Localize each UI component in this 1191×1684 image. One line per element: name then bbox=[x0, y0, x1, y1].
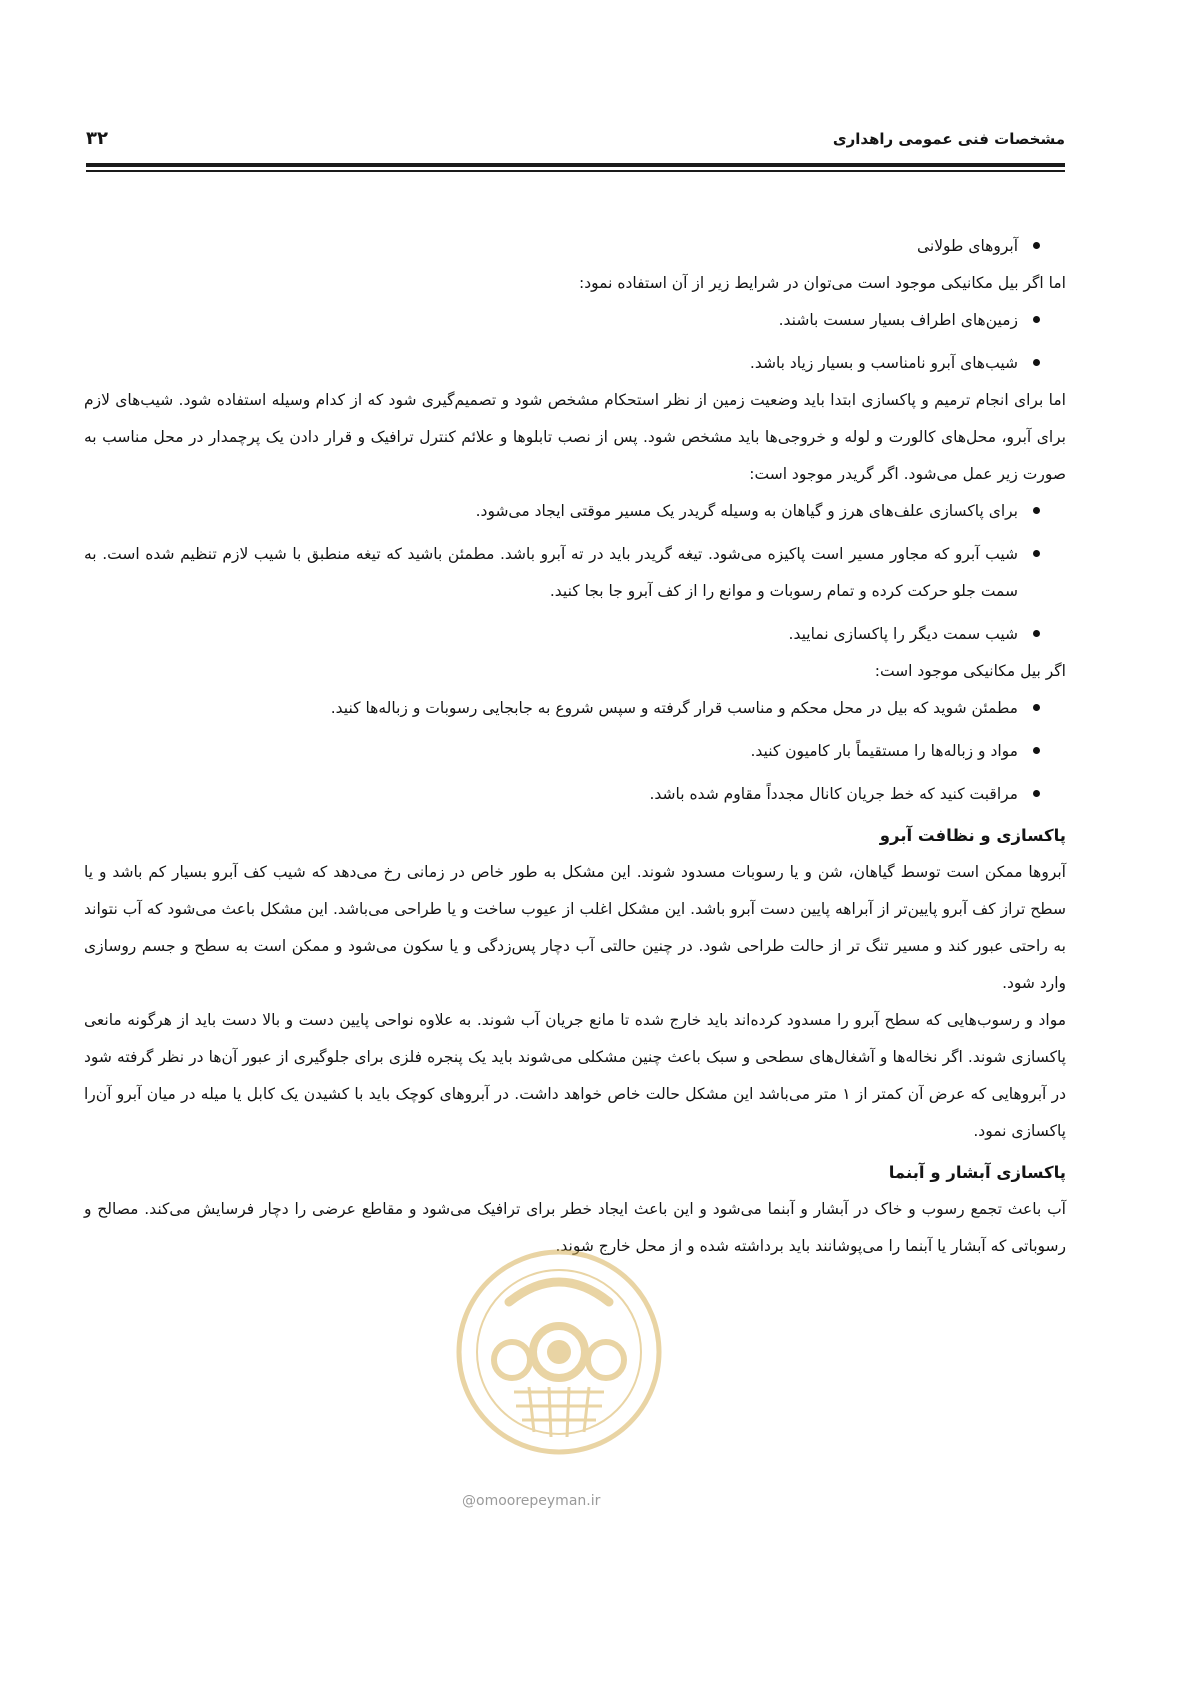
paragraph: اما اگر بیل مکانیکی موجود است می‌توان در شرایط زیر از آن استفاده نمود: bbox=[578, 274, 1066, 292]
list-item: شیب سمت دیگر را پاکسازی نمایید. bbox=[84, 616, 1040, 653]
list-item: آبروهای طولانی bbox=[84, 228, 1040, 265]
list-item: مطمئن شوید که بیل در محل محکم و مناسب قرار گرفته و سپس شروع به جابجایی رسوبات و زباله‌ها کنید. bbox=[84, 690, 1040, 727]
page-header bbox=[86, 126, 1065, 166]
list-item: شیب آبرو که مجاور مسیر است پاکیزه می‌شود. تیغه گریدر باید در ته آبرو باشد. مطمئن باشید که تیغه منطبق با شیب لازم تنظیم شده است. به سمت جلو حرکت کرده و تمام رسوبات و موانع را از کف آبرو جا بجا کنید. bbox=[84, 536, 1040, 610]
seal-logo-icon bbox=[454, 1242, 664, 1462]
bullet-list bbox=[84, 690, 1066, 813]
body-content bbox=[84, 228, 1066, 1265]
section-heading: پاکسازی و نظافت آبرو bbox=[879, 826, 1066, 845]
bullet-list bbox=[84, 302, 1066, 382]
list-item: مراقبت کنید که خط جریان کانال مجدداً مقاوم شده باشد. bbox=[84, 776, 1040, 813]
header-title: مشخصات فنی عمومی راهداری bbox=[832, 130, 1065, 148]
list-item: شیب‌های آبرو نامناسب و بسیار زیاد باشد. bbox=[84, 345, 1040, 382]
paragraph: اگر بیل مکانیکی موجود است: bbox=[874, 662, 1066, 680]
header-rule-thick bbox=[86, 163, 1065, 167]
list-item: مواد و زباله‌ها را مستقیماً بار کامیون کنید. bbox=[84, 733, 1040, 770]
paragraph: آبروها ممکن است توسط گیاهان، شن و یا رسوبات مسدود شوند. این مشکل به طور خاص در زمانی رخ می‌دهد که شیب کف آبرو بسیار کم باشد و یا سطح تراز کف آبرو پایین‌تر از آبراهه پایین دست آبرو باشد. این مشکل اغلب از عیوب ساخت و یا طراحی می‌باشد. این مشکل باعث می‌شود که آب نتواند به راحتی عبور کند و مسیر تنگ تر از حالت طراحی شود. در چنین حالتی آب دچار پس‌زدگی و یا سکون می‌شود و ممکن است به سطح و جسم روسازی وارد شود. bbox=[84, 863, 1066, 992]
list-item: برای پاکسازی علف‌های هرز و گیاهان به وسیله گریدر یک مسیر موقتی ایجاد می‌شود. bbox=[84, 493, 1040, 530]
bullet-list bbox=[84, 228, 1066, 265]
page-number: ۳۲ bbox=[86, 128, 108, 149]
paragraph: آب باعث تجمع رسوب و خاک در آبشار و آبنما می‌شود و این باعث ایجاد خطر برای ترافیک می‌شود و مقاطع عرضی را دچار فرسایش می‌کند. مصالح و رسوباتی که آبشار یا آبنما را می‌پوشانند باید برداشته شده و از محل خارج شوند. bbox=[84, 1200, 1066, 1255]
watermark-url: @omoorepeyman.ir bbox=[462, 1493, 601, 1509]
paragraph: اما برای انجام ترمیم و پاکسازی ابتدا باید وضعیت زمین از نظر استحکام مشخص شود و تصمیم‌گیری شود که از کدام وسیله استفاده شود. شیب‌های لازم برای آبرو، محل‌های کالورت و لوله و خروجی‌ها باید مشخص شود. پس از نصب تابلوها و علائم کنترل ترافیک و قرار دادن یک پرچمدار در محل مناسب به صورت زیر عمل می‌شود. اگر گریدر موجود است: bbox=[84, 391, 1066, 483]
section-heading: پاکسازی آبشار و آبنما bbox=[888, 1163, 1066, 1182]
header-rule-thin bbox=[86, 170, 1065, 172]
list-item: زمین‌های اطراف بسیار سست باشند. bbox=[84, 302, 1040, 339]
paragraph: مواد و رسوب‌هایی که سطح آبرو را مسدود کرده‌اند باید خارج شده تا مانع جریان آب شوند. به علاوه نواحی پایین دست و بالا دست باید از هرگونه مانعی پاکسازی شوند. اگر نخاله‌ها و آشغال‌های سطحی و سبک باعث چنین مشکلی می‌شوند باید یک پنجره فلزی برای جلوگیری از عبور آن‌ها در نظر گرفته شود در آبروهایی که عرض آن کمتر از ۱ متر می‌باشد این مشکل حالت خاص خواهد داشت. در آبروهای کوچک باید با کشیدن یک کابل یا میله در میان آبرو آن‌را پاکسازی نمود. bbox=[84, 1011, 1066, 1140]
bullet-list bbox=[84, 493, 1066, 653]
